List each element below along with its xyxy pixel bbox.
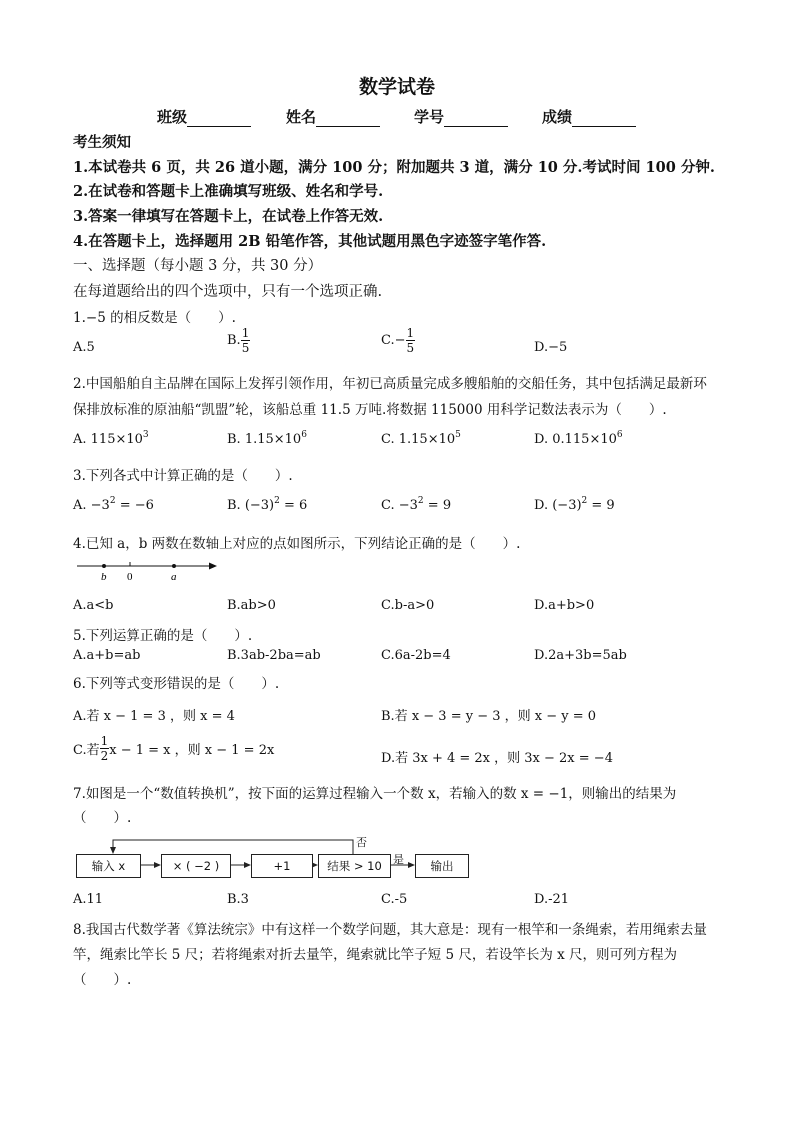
- notice-heading: 考生须知: [73, 134, 131, 151]
- label-a: a: [171, 571, 177, 583]
- point-a: [172, 564, 176, 568]
- notice-item: 3.答案一律填写在答题卡上，在试卷上作答无效.: [73, 208, 384, 225]
- q3-option-d: D. $(-3)^2 = 9$: [534, 496, 615, 513]
- flow-condition-box: 结果 > 10: [318, 854, 391, 878]
- q6-option-c: C.若 $\frac{1}{2}$ x − 1 = x ，则 x − 1 = 2x: [73, 734, 275, 763]
- question-6-stem: 6.下列等式变形错误的是（ ）.: [73, 676, 280, 692]
- q7-option-c: C.-5: [381, 892, 408, 907]
- question-8-line: 竿，绳索比竿长 5 尺；若将绳索对折去量竿，绳索就比竿子短 5 尺，若设竿长为 x 尺，则可列方程为: [73, 947, 678, 963]
- flow-input-box: 输入 x: [76, 854, 141, 878]
- name-blank[interactable]: [316, 112, 380, 127]
- q1-option-c: C.− $\frac{1}{5}$: [381, 326, 415, 355]
- q7-option-b: B.3: [227, 892, 249, 907]
- q1-option-b: B. $\frac{1}{5}$: [227, 326, 250, 355]
- q3-option-c: C. $-3^2 = 9$: [381, 496, 452, 513]
- q4-option-d: D.a+b>0: [534, 598, 595, 613]
- arrow-right-icon: [408, 862, 415, 868]
- question-5-stem: 5.下列运算正确的是（ ）.: [73, 628, 253, 644]
- score-blank[interactable]: [572, 112, 636, 127]
- q7-option-d: D.-21: [534, 892, 570, 907]
- flow-plus-box: +1: [251, 854, 313, 878]
- info-id: 学号: [414, 106, 508, 127]
- notice-item: 2.在试卷和答题卡上准确填写班级、姓名和学号.: [73, 183, 384, 200]
- flow-no-label: 否: [356, 836, 367, 849]
- question-3-stem: 3.下列各式中计算正确的是（ ）.: [73, 468, 293, 484]
- question-8-line: 8.我国古代数学著《算法统宗》中有这样一个数学问题，其大意是：现有一根竿和一条绳索，若用绳索去量: [73, 922, 707, 938]
- question-8-line: （ ）.: [73, 972, 132, 988]
- section-intro: 在每道题给出的四个选项中，只有一个选项正确.: [73, 284, 383, 300]
- fraction: $\frac{1}{5}$: [241, 326, 250, 355]
- q7-option-a: A.11: [73, 892, 104, 907]
- class-blank[interactable]: [187, 112, 251, 127]
- q4-option-b: B.ab>0: [227, 598, 276, 613]
- label-zero: 0: [127, 571, 133, 583]
- q1-option-a: A.5: [73, 340, 95, 355]
- info-score: 成绩: [542, 106, 636, 127]
- question-2-line: 保排放标准的原油船“凯盟”轮，该船总重 11.5 万吨.将数据 115000 用科学记数法表示为（ ）.: [73, 402, 667, 418]
- number-line-figure: [73, 556, 223, 584]
- question-1-stem: 1.−5 的相反数是（ ）.: [73, 310, 236, 326]
- flow-output-box: 输出: [415, 854, 469, 878]
- arrow-right-icon: [209, 563, 217, 570]
- q6-option-b: B.若 x − 3 = y − 3 ，则 x − y = 0: [381, 709, 597, 724]
- question-4-stem: 4.已知 a，b 两数在数轴上对应的点如图所示，下列结论正确的是（ ）.: [73, 536, 521, 552]
- q4-option-a: A.a<b: [73, 598, 114, 613]
- feedback-line: [113, 840, 353, 854]
- q2-option-a: A. $115\times 10^3$: [73, 430, 149, 447]
- q2-option-d: D. $0.115\times 10^6$: [534, 430, 623, 447]
- q1-option-d: D.−5: [534, 340, 568, 355]
- q6-option-a: A.若 x − 1 = 3 ，则 x = 4: [73, 709, 235, 724]
- arrow-right-icon: [154, 862, 161, 868]
- q6-option-d: D.若 3x + 4 = 2x ，则 3x − 2x = −4: [381, 751, 613, 766]
- fraction: $\frac{1}{2}$: [100, 734, 109, 763]
- flow-multiply-box: × ( −2 ): [161, 854, 231, 878]
- arrow-down-icon: [110, 847, 116, 854]
- info-class: 班级: [157, 106, 251, 127]
- question-2-line: 2.中国船舶自主品牌在国际上发挥引领作用，年初已高质量完成多艘船舶的交船任务，其中包括满足最新环: [73, 376, 707, 392]
- q5-option-b: B.3ab-2ba=ab: [227, 648, 321, 663]
- info-name: 姓名: [286, 106, 380, 127]
- flow-yes-label: 是: [393, 853, 404, 866]
- fraction: $\frac{1}{5}$: [406, 326, 415, 355]
- notice-item: 1.本试卷共 6 页，共 26 道小题，满分 100 分；附加题共 3 道，满分 10 分.考试时间 100 分钟.: [73, 159, 715, 176]
- point-b: [102, 564, 106, 568]
- q5-option-d: D.2a+3b=5ab: [534, 648, 627, 663]
- section-title: 一、选择题（每小题 3 分，共 30 分）: [73, 258, 323, 274]
- q3-option-a: A. $-3^2 = -6$: [73, 496, 154, 513]
- arrow-right-icon: [244, 862, 251, 868]
- q5-option-c: C.6a-2b=4: [381, 648, 451, 663]
- q4-option-c: C.b-a>0: [381, 598, 435, 613]
- label-b: b: [101, 571, 107, 583]
- q3-option-b: B. $(-3)^2 = 6$: [227, 496, 308, 513]
- question-7-line: 7.如图是一个“数值转换机”，按下面的运算过程输入一个数 x，若输入的数 x = −1，则输出的结果为: [73, 786, 677, 802]
- notice-item: 4.在答题卡上，选择题用 2B 铅笔作答，其他试题用黑色字迹签字笔作答.: [73, 233, 547, 250]
- q2-option-c: C. $1.15\times 10^5$: [381, 430, 461, 447]
- question-7-line: （ ）.: [73, 810, 132, 826]
- q5-option-a: A.a+b=ab: [73, 648, 141, 663]
- id-blank[interactable]: [444, 112, 508, 127]
- q2-option-b: B. $1.15\times 10^6$: [227, 430, 307, 447]
- page-title: 数学试卷: [358, 76, 435, 98]
